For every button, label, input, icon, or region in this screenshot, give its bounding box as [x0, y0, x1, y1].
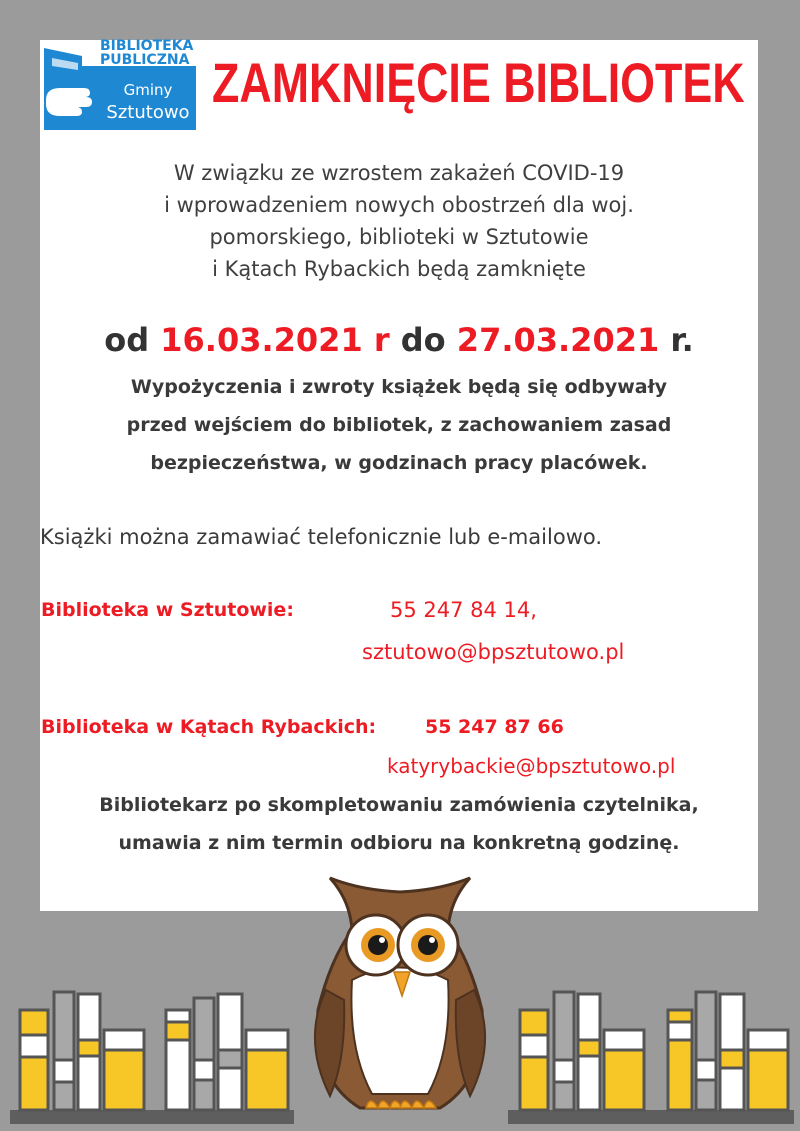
- book-band: [78, 1040, 100, 1056]
- book-band: [246, 1030, 288, 1050]
- left-bookshelf: [10, 992, 294, 1124]
- dates-suffix: r.: [670, 321, 694, 359]
- right-bookshelf: [508, 992, 794, 1124]
- contact-name-sztutowo: Biblioteka w Sztutowie:: [41, 599, 294, 621]
- book-icon: [696, 992, 716, 1110]
- shelf-board: [10, 1110, 294, 1124]
- rules-line: Wypożyczenia i zwroty książek będą się odbywały: [130, 376, 668, 398]
- logo-text-line1: BIBLIOTEKA: [100, 38, 194, 54]
- headline-text: ZAMKNIĘCIE BIBLIOTEK: [212, 51, 745, 114]
- intro-line: pomorskiego, biblioteki w Sztutowie: [209, 225, 589, 249]
- owl-icon: [315, 878, 485, 1108]
- book-band: [104, 1030, 144, 1050]
- book-band: [604, 1030, 644, 1050]
- logo-text-line3: Gminy: [123, 81, 173, 99]
- shelf-board: [508, 1110, 794, 1124]
- book-icon: [20, 1010, 48, 1110]
- contact-phone-katy: 55 247 87 66: [425, 716, 564, 738]
- closing-line: Bibliotekarz po skompletowaniu zamówienia czytelnika,: [99, 794, 699, 816]
- intro-line: i Kątach Rybackich będą zamknięte: [212, 257, 586, 281]
- book-icon: [194, 998, 214, 1110]
- contact-email-sztutowo: sztutowo@bpsztutowo.pl: [362, 640, 625, 664]
- book-band: [696, 1060, 716, 1080]
- owl-left-highlight: [379, 937, 385, 943]
- rules-line: przed wejściem do bibliotek, z zachowaniem zasad: [126, 414, 672, 436]
- book-band: [218, 1050, 242, 1068]
- book-band: [578, 1040, 600, 1056]
- contact-phone-sztutowo: 55 247 84 14,: [390, 598, 537, 622]
- rules-line: bezpieczeństwa, w godzinach pracy placówek.: [150, 452, 648, 474]
- book-band: [20, 1035, 48, 1057]
- contact-email-katy: katyrybackie@bpsztutowo.pl: [387, 754, 676, 778]
- date-from: 16.03.2021 r: [160, 321, 390, 359]
- intro-line: i wprowadzeniem nowych obostrzeń dla woj.: [164, 193, 634, 217]
- owl-right-pupil: [418, 935, 438, 955]
- book-band: [194, 1060, 214, 1080]
- owl-right-highlight: [429, 937, 435, 943]
- book-band: [720, 1050, 744, 1068]
- closing-line: umawia z nim termin odbioru na konkretną godzinę.: [118, 832, 680, 854]
- book-band: [668, 1022, 692, 1040]
- book-band: [554, 1060, 574, 1082]
- dates-middle: do: [400, 321, 446, 359]
- book-band: [748, 1030, 788, 1050]
- logo-text-line4: Sztutowo: [106, 102, 190, 123]
- contact-name-katy: Biblioteka w Kątach Rybackich:: [41, 716, 377, 738]
- dates-prefix: od: [104, 321, 150, 359]
- owl-right-foot: [400, 1101, 436, 1108]
- intro-line: W związku ze wzrostem zakażeń COVID-19: [173, 161, 625, 185]
- book-icon: [554, 992, 574, 1110]
- owl-left-foot: [366, 1101, 402, 1108]
- book-icon: [520, 1010, 548, 1110]
- book-icon: [54, 992, 74, 1110]
- logo-text-line2: PUBLICZNA: [100, 52, 190, 68]
- owl-left-pupil: [368, 935, 388, 955]
- date-to: 27.03.2021: [456, 321, 660, 359]
- order-note: Książki można zamawiać telefonicznie lub e-mailowo.: [40, 525, 603, 549]
- book-band: [520, 1035, 548, 1057]
- book-band: [166, 1022, 190, 1040]
- book-band: [54, 1060, 74, 1082]
